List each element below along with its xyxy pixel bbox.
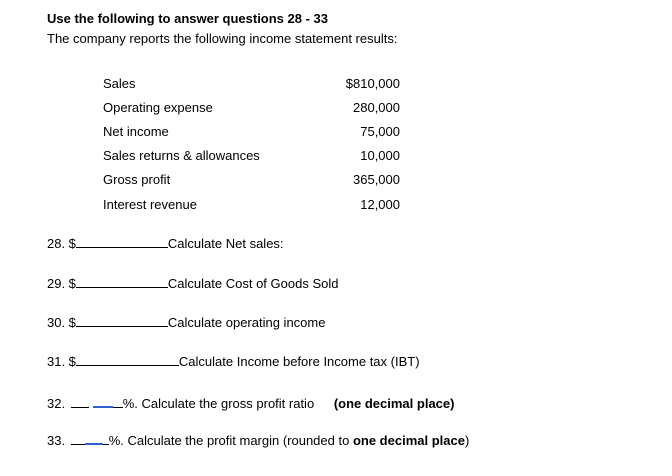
question-32	[47, 394, 454, 411]
question-number: 29. $	[47, 276, 76, 291]
question-31	[47, 353, 420, 369]
statement-row-value: 280,000	[353, 100, 400, 115]
answer-blank[interactable]	[76, 353, 179, 366]
answer-blank[interactable]	[76, 235, 168, 248]
question-28	[47, 235, 284, 251]
question-29	[47, 275, 338, 291]
question-number: 32.	[47, 396, 66, 411]
statement-row-label: Interest revenue	[103, 197, 197, 212]
question-tail: )	[464, 433, 470, 448]
question-number: 33.	[47, 433, 66, 448]
question-30	[47, 314, 325, 330]
question-text: Calculate Cost of Goods Sold	[167, 276, 339, 291]
statement-row-label: Sales returns & allowances	[103, 148, 260, 163]
question-text: Calculate operating income	[167, 315, 326, 330]
question-note: one decimal place	[352, 433, 465, 448]
statement-row-label: Sales	[103, 76, 136, 91]
answer-blank[interactable]	[93, 394, 113, 408]
section-subheading: The company reports the following income statement results:	[47, 31, 398, 46]
statement-row-label: Gross profit	[103, 172, 171, 187]
question-note: (one decimal place)	[333, 396, 455, 411]
answer-blank[interactable]	[71, 432, 85, 445]
answer-blank[interactable]	[76, 314, 168, 327]
statement-row-value: 75,000	[360, 124, 400, 139]
question-number: 30. $	[47, 315, 76, 330]
question-text: Calculate Net sales:	[167, 236, 284, 251]
question-text: %. Calculate the gross profit ratio	[122, 396, 315, 411]
statement-row-value: 12,000	[360, 197, 400, 212]
question-number: 31. $	[47, 354, 76, 369]
answer-blank[interactable]	[71, 395, 89, 408]
statement-row-value: 365,000	[353, 172, 400, 187]
question-text: %. Calculate the profit margin (rounded to	[108, 433, 353, 448]
answer-blank[interactable]	[85, 431, 103, 445]
section-heading: Use the following to answer questions 28 - 33	[47, 11, 328, 26]
statement-row-label: Net income	[103, 124, 169, 139]
statement-row-value: $810,000	[345, 76, 400, 91]
answer-blank[interactable]	[113, 395, 123, 408]
question-text: Calculate Income before Income tax (IBT)	[178, 354, 420, 369]
question-33	[47, 431, 469, 448]
question-number: 28. $	[47, 236, 76, 251]
answer-blank[interactable]	[76, 275, 168, 288]
statement-row-label: Operating expense	[103, 100, 213, 115]
statement-row-value: 10,000	[360, 148, 400, 163]
